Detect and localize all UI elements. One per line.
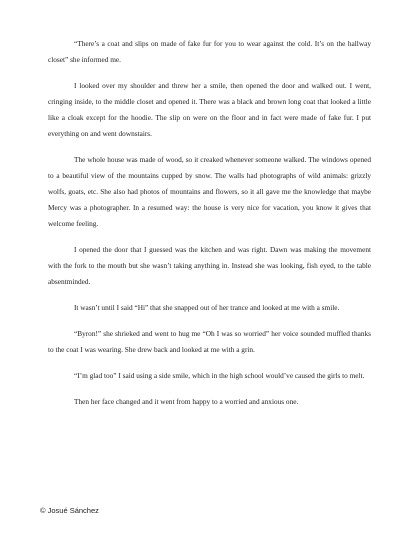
- paragraph: Then her face changed and it went from happy to a worried and anxious one.: [74, 397, 299, 406]
- copyright-footer: © Josué Sánchez: [40, 506, 99, 515]
- paragraph: The whole house was made of wood, so it creaked whenever someone walked. The windows opened to a beautiful view of the mountains cupped by snow. The walls had photographs of wild animals: grizzly wolfs, goats, etc. She also had photos of mountains and flowers, so it all gave me the knowledge that maybe Mercy was a photographer. In a resumed way: the house is very nice for vacation, you know it gives that welcome feeling.: [48, 155, 371, 228]
- paragraph: I opened the door that I guessed was the kitchen and was right. Dawn was making the movement with the fork to the mouth but she wasn’t taking anything in. Instead she was looking, fish eyed, to the table absentminded.: [48, 245, 371, 286]
- paragraph: “I’m glad too” I said using a side smile, which in the high school would’ve caused the girls to melt.: [74, 371, 365, 380]
- story-text: [48, 36, 371, 420]
- paragraph: “Byron!” she shrieked and went to hug me “Oh I was so worried” her voice sounded muffled thanks to the coat I was wearing. She drew back and looked at me with a grin.: [48, 329, 371, 354]
- paragraph: I looked over my shoulder and threw her a smile, then opened the door and walked out. I went, cringing inside, to the middle closet and opened it. There was a black and brown long coat that looked a little like a cloak except for the hoodie. The slip on were on the floor and in fact were made of fake fur. I put everything on and went downstairs.: [48, 81, 371, 138]
- paragraph: “There’s a coat and slips on made of fake fur for you to wear against the cold. It’s on the hallway closet” she informed me.: [48, 39, 371, 64]
- paragraph: It wasn’t until I said “Hi” that she snapped out of her trance and looked at me with a smile.: [74, 303, 340, 312]
